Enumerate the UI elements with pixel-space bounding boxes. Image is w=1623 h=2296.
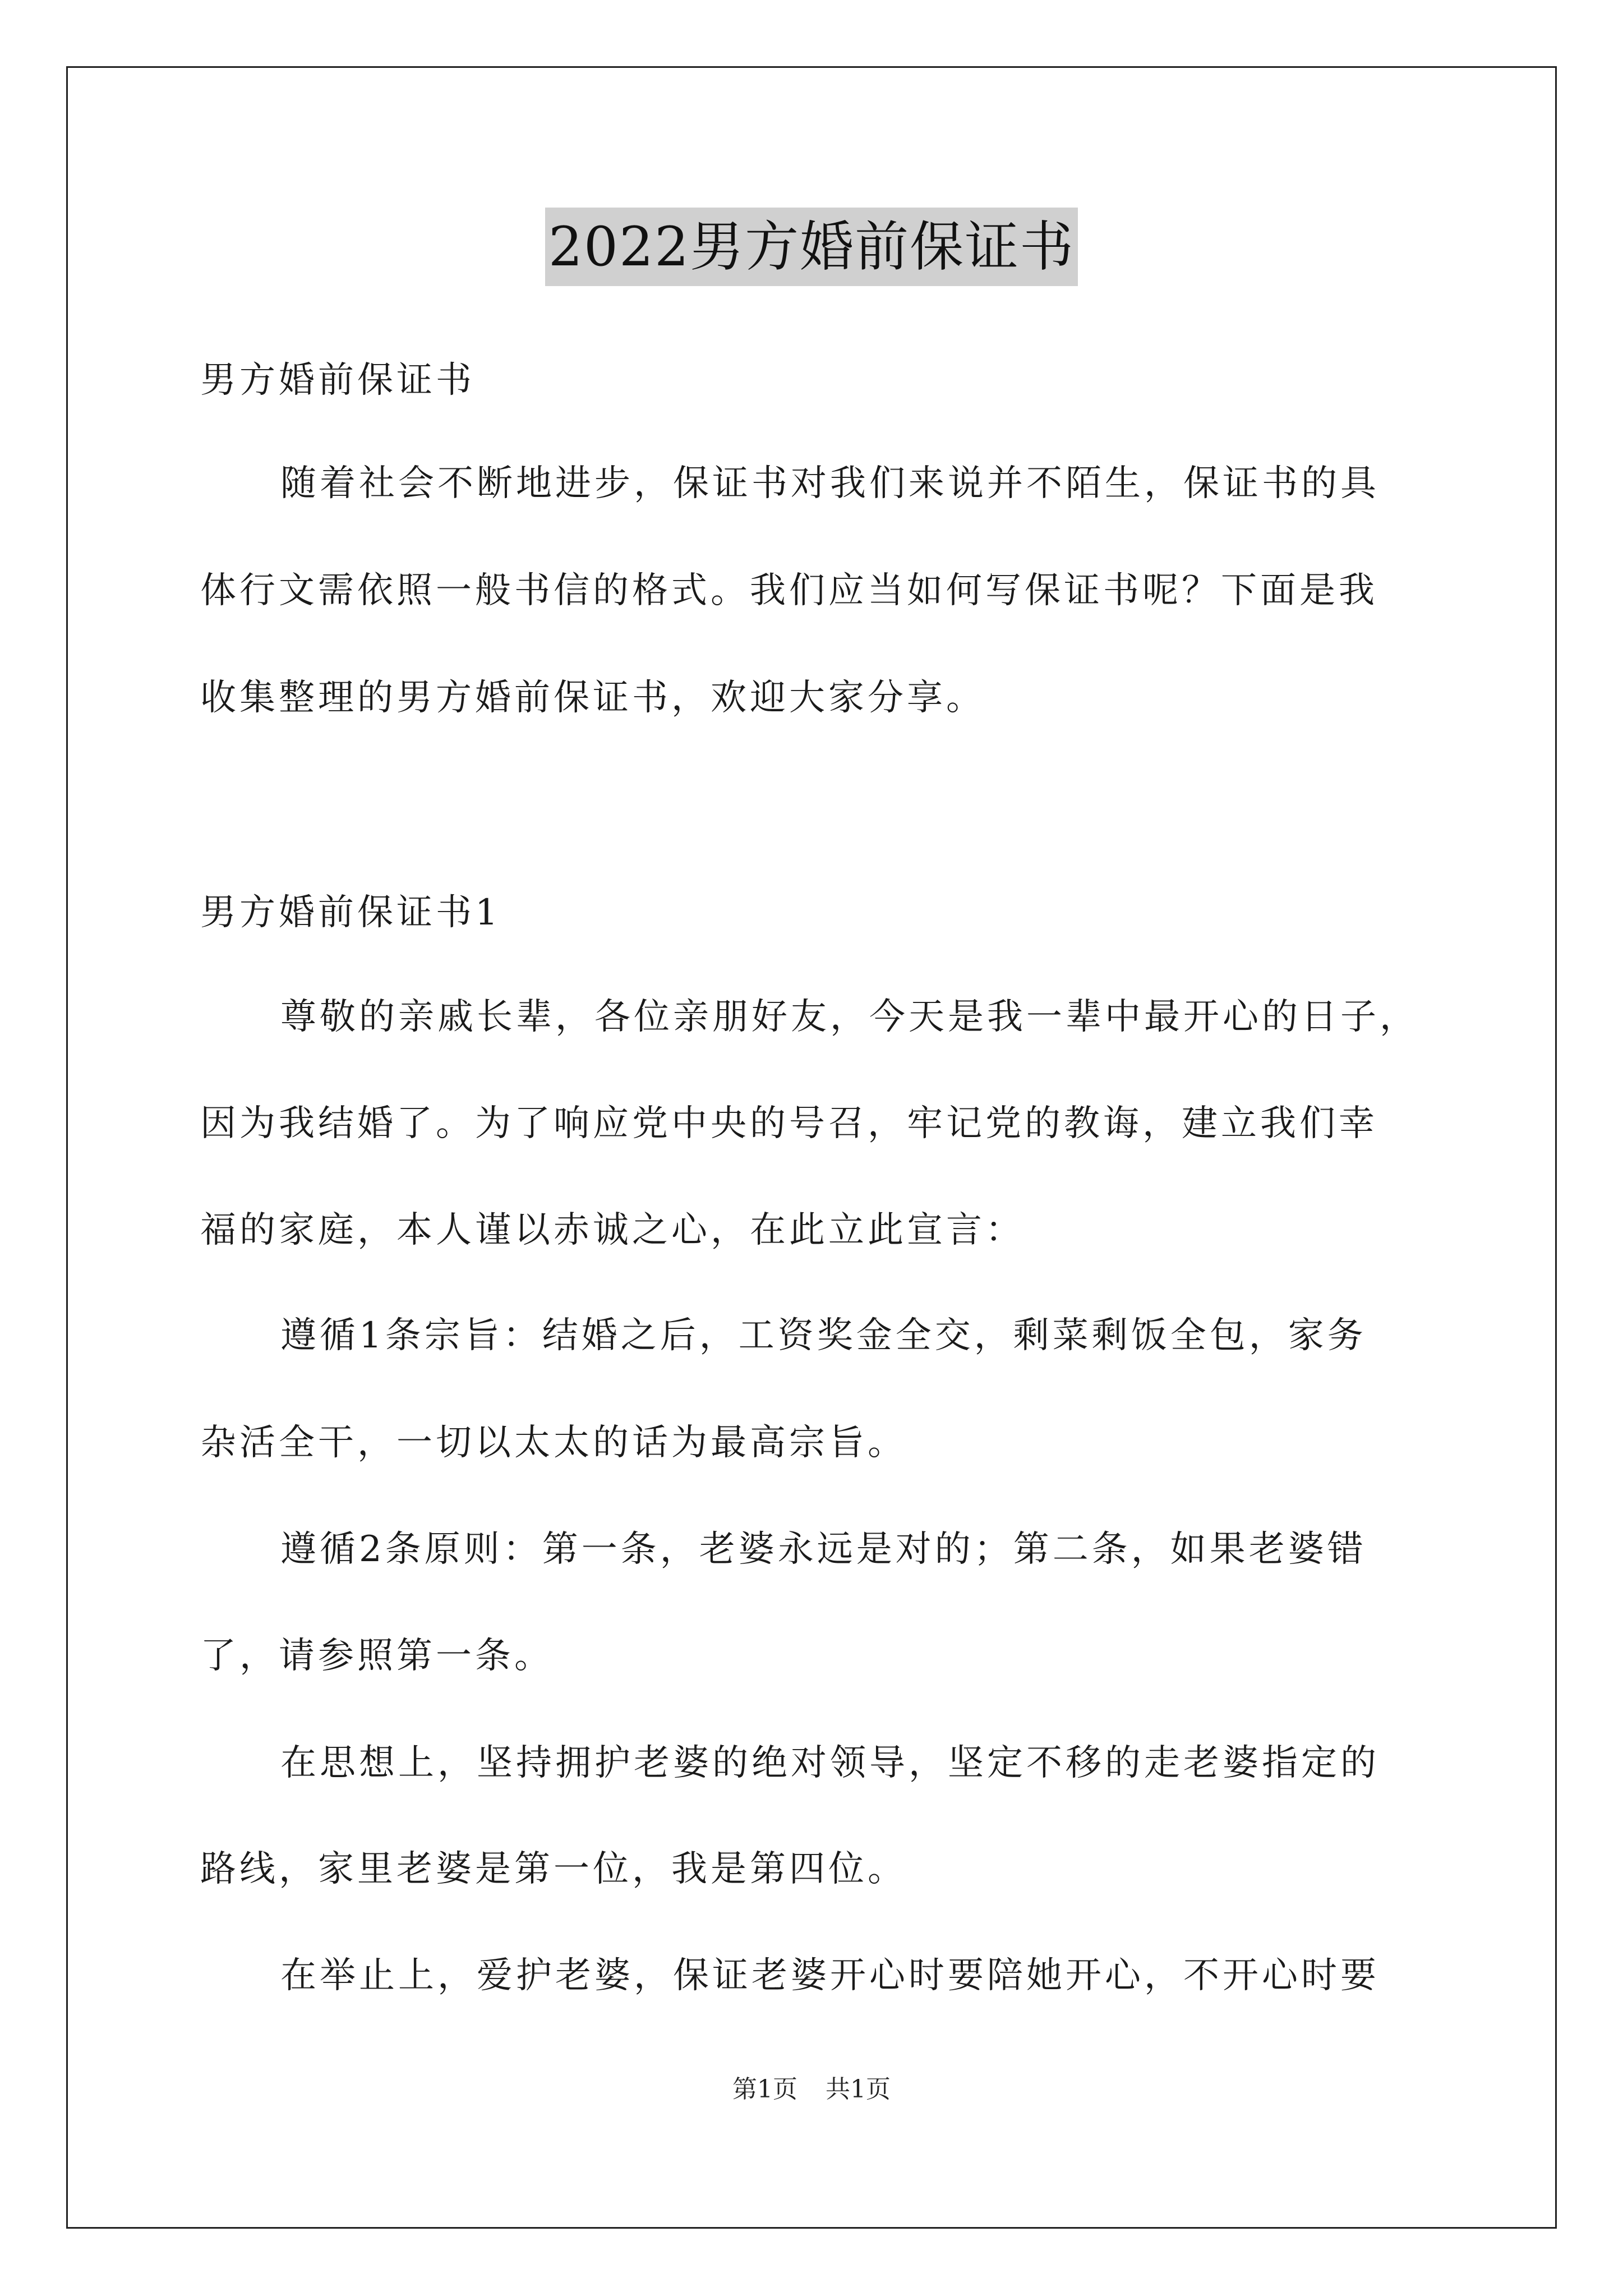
- page-total: 共1页: [826, 2075, 891, 2104]
- section-heading: 男方婚前保证书1: [200, 892, 501, 933]
- page-footer: [0, 2073, 1623, 2106]
- paragraph-line: 路线，家里老婆是第一位，我是第四位。: [200, 1848, 907, 1890]
- title-container: [0, 208, 1623, 286]
- page-number: 第1页: [732, 2075, 797, 2104]
- paragraph-line: 遵循1条宗旨：结婚之后，工资奖金全交，剩菜剩饭全包，家务: [280, 1315, 1367, 1356]
- section-heading: 男方婚前保证书: [200, 360, 475, 401]
- paragraph-line: 尊敬的亲戚长辈，各位亲朋好友，今天是我一辈中最开心的日子，: [280, 996, 1419, 1038]
- paragraph-line: 因为我结婚了。为了响应党中央的号召，牢记党的教诲，建立我们幸: [200, 1103, 1378, 1144]
- paragraph-line: 体行文需依照一般书信的格式。我们应当如何写保证书呢？下面是我: [200, 570, 1378, 611]
- paragraph-line: 杂活全干，一切以太太的话为最高宗旨。: [200, 1422, 907, 1464]
- paragraph-line: 在举止上，爱护老婆，保证老婆开心时要陪她开心，不开心时要: [280, 1955, 1380, 1996]
- paragraph-line: 福的家庭，本人谨以赤诚之心，在此立此宣言：: [200, 1209, 1025, 1251]
- paragraph-line: 遵循2条原则：第一条，老婆永远是对的；第二条，如果老婆错: [280, 1529, 1367, 1570]
- paragraph-line: 收集整理的男方婚前保证书，欢迎大家分享。: [200, 677, 985, 719]
- paragraph-line: 在思想上，坚持拥护老婆的绝对领导，坚定不移的走老婆指定的: [280, 1742, 1380, 1784]
- paragraph-line: 随着社会不断地进步，保证书对我们来说并不陌生，保证书的具: [280, 463, 1380, 504]
- paragraph-line: 了，请参照第一条。: [200, 1635, 554, 1677]
- document-title: 2022男方婚前保证书: [545, 208, 1078, 286]
